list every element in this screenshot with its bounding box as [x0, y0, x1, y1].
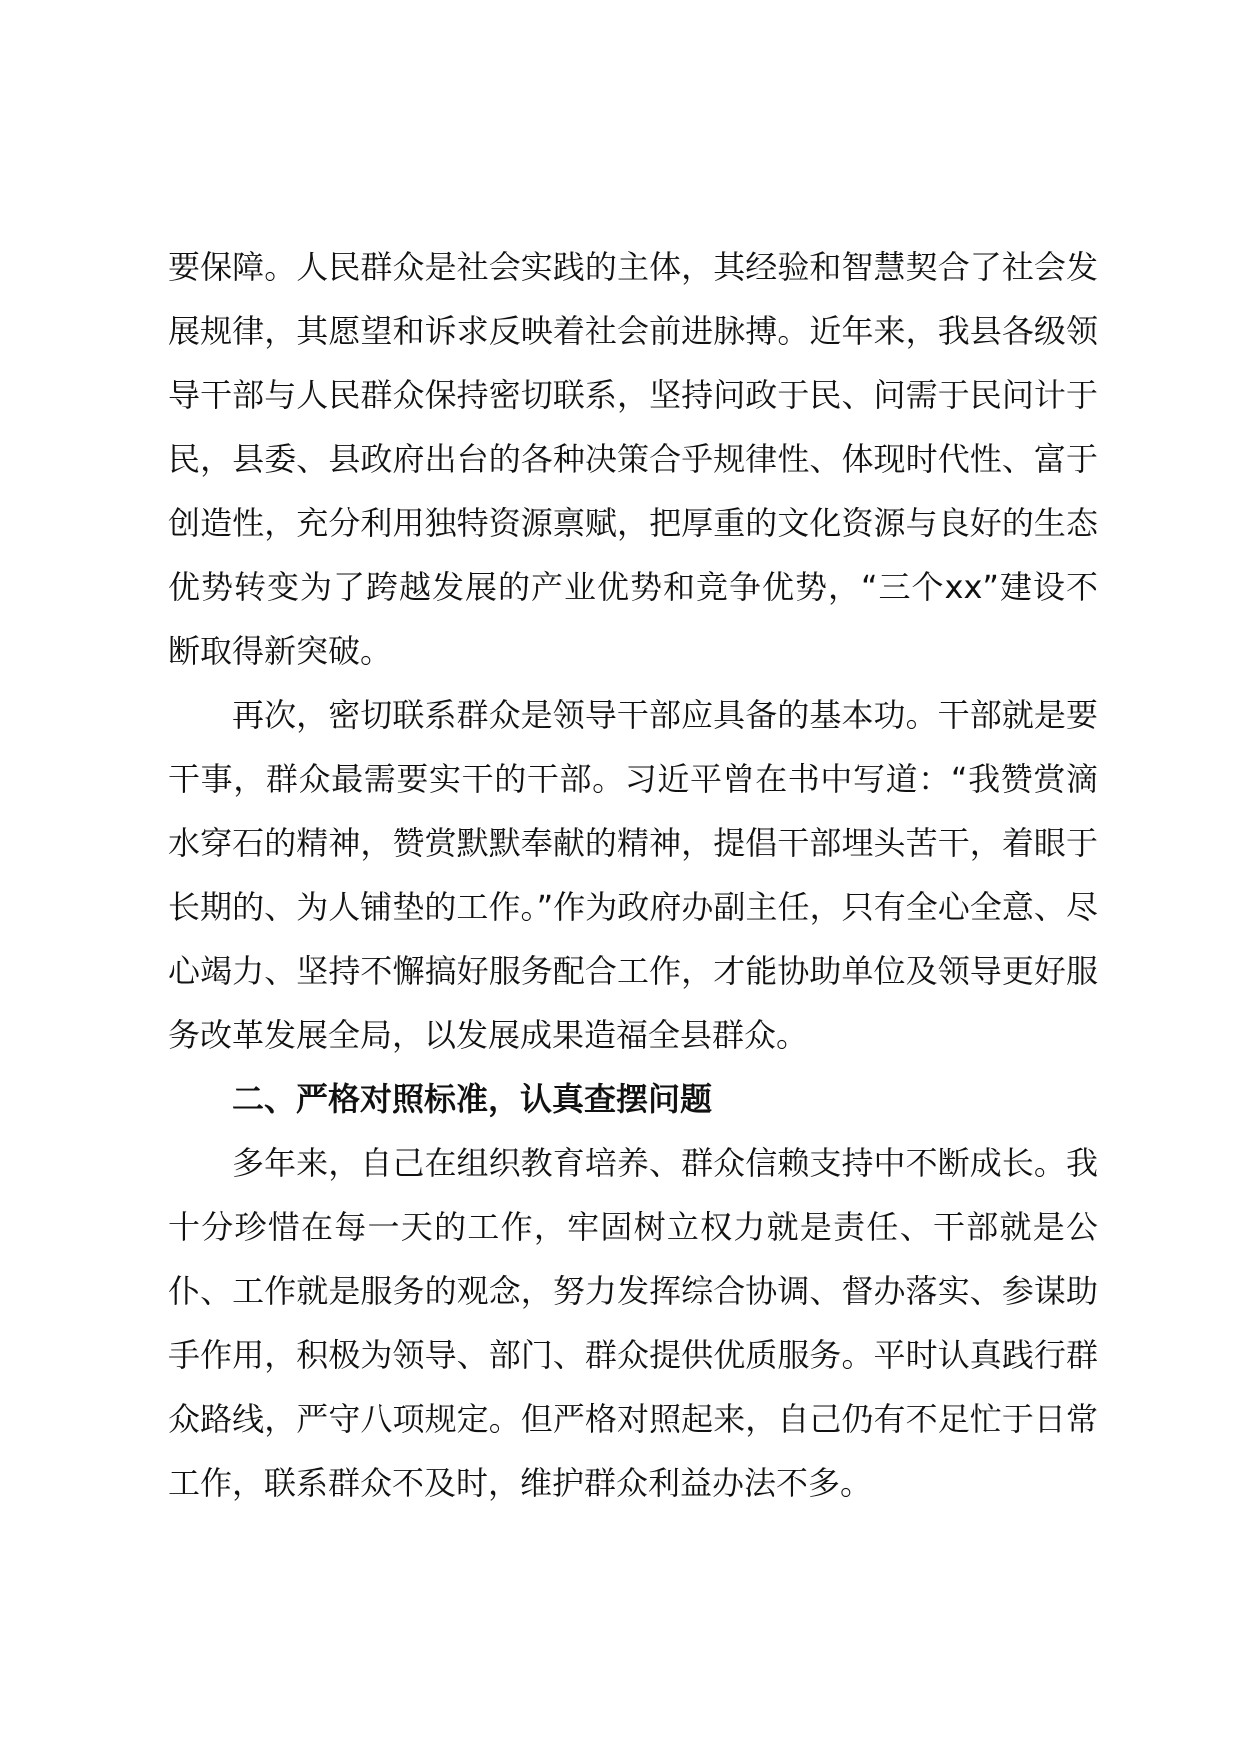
section-heading: 二、严格对照标准，认真查摆问题: [232, 1080, 713, 1118]
paragraph-2: 再次，密切联系群众是领导干部应具备的基本功。干部就是要干事，群众最需要实干的干部。习近平曾在书中写道：“我赞赏滴水穿石的精神，赞赏默默奉献的精神，提倡干部埋头苦干，着眼于长期的、为人铺垫的工作。”作为政府办副主任，只有全心全意、尽心竭力、坚持不懈搞好服务配合工作，才能协助单位及领导更好服务改革发展全局，以发展成果造福全县群众。: [168, 696, 1098, 1054]
document-body: [168, 235, 1098, 1515]
paragraph-1: 要保障。人民群众是社会实践的主体，其经验和智慧契合了社会发展规律，其愿望和诉求反映着社会前进脉搏。近年来，我县各级领导干部与人民群众保持密切联系，坚持问政于民、问需于民问计于民，县委、县政府出台的各种决策合乎规律性、体现时代性、富于创造性，充分利用独特资源禀赋，把厚重的文化资源与良好的生态优势转变为了跨越发展的产业优势和竞争优势，“三个xx”建设不断取得新突破。: [168, 248, 1098, 670]
paragraph-3: 多年来，自己在组织教育培养、群众信赖支持中不断成长。我十分珍惜在每一天的工作，牢固树立权力就是责任、干部就是公仆、工作就是服务的观念，努力发挥综合协调、督办落实、参谋助手作用，积极为领导、部门、群众提供优质服务。平时认真践行群众路线，严守八项规定。但严格对照起来，自己仍有不足忙于日常工作，联系群众不及时，维护群众利益办法不多。: [168, 1144, 1098, 1502]
